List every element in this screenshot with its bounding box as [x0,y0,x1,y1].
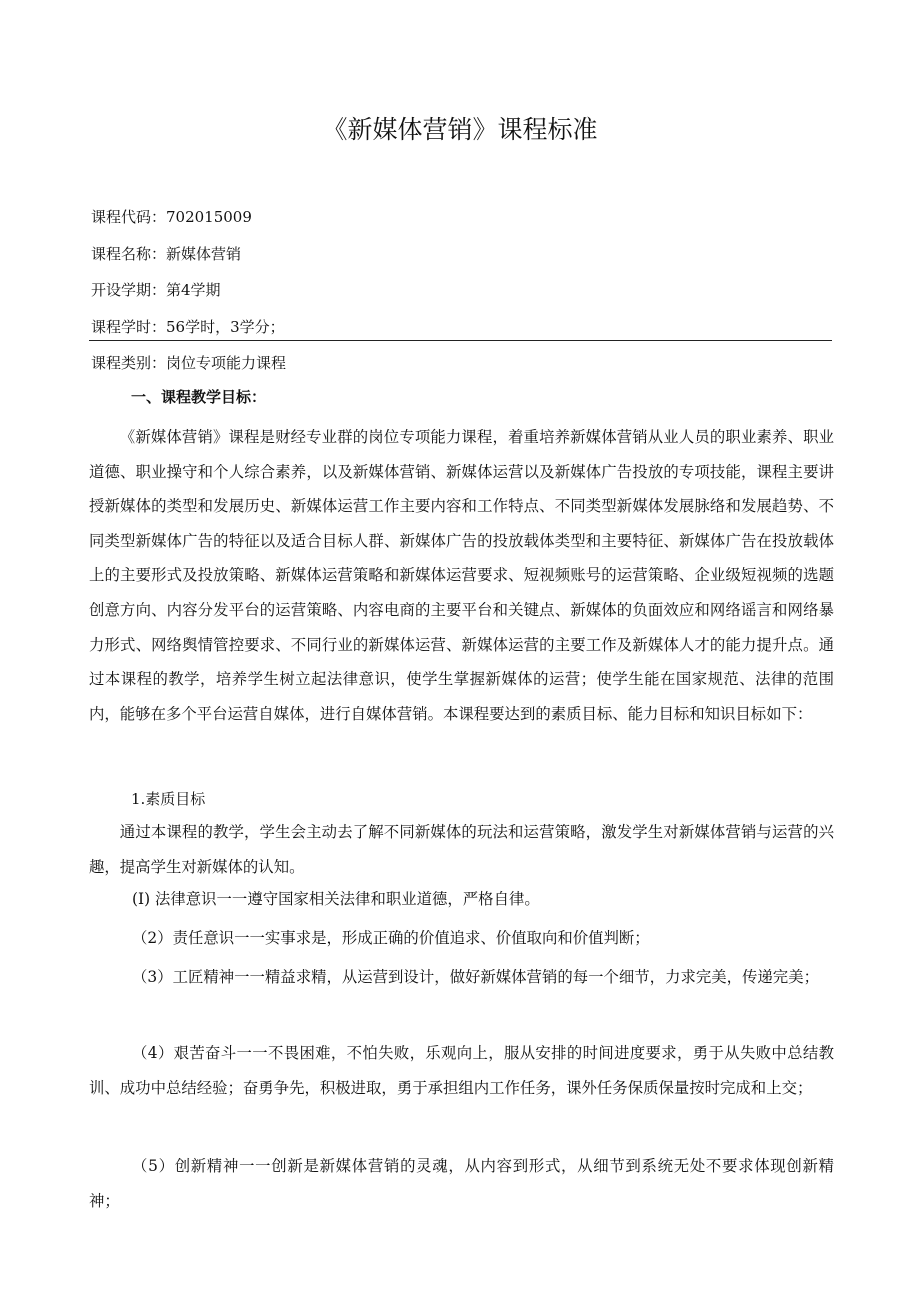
quality-item-3: （3）工匠精神一一精益求精，从运营到设计，做好新媒体营销的每一个细节，力求完美，传递完美； [132,968,819,986]
subsection-heading-quality: 1.素质目标 [131,790,206,808]
quality-item-1: (I) 法律意识一一遵守国家相关法律和职业道德，严格自律。 [132,890,540,908]
quality-item-2: （2）责任意识一一实事求是，形成正确的价值追求、价值取向和价值判断； [132,929,650,947]
course-term: 开设学期：第4学期 [91,281,221,299]
document-title: 《新媒体营销》课程标准 [322,115,598,144]
quality-item-4: （4）艰苦奋斗一一不畏困难，不怕失败，乐观向上，服从安排的时间进度要求，勇于从失败中总结教训、成功中总结经验；奋勇争先，积极进取，勇于承担组内工作任务，课外任务保质保量按时完成和上交； [89,1044,834,1097]
course-hours: 课程学时：56学时，3学分； [91,318,285,336]
section-heading-objectives: 一、课程教学目标： [131,388,267,406]
course-name: 课程名称：新媒体营销 [91,245,242,263]
intro-paragraph: 《新媒体营销》课程是财经专业群的岗位专项能力课程，着重培养新媒体营销从业人员的职业素养、职业道德、职业操守和个人综合素养，以及新媒体营销、新媒体运营以及新媒体广告投放的专项技能，课程主要讲授新媒体的类型和发展历史、新媒体运营工作主要内容和工作特点、不同类型新媒体发展脉络和发展趋势、不同类型新媒体广告的特征以及适合目标人群、新媒体广告的投放载体类型和主要特征、新媒体广告在投放载体上的主要形式及投放策略、新媒体运营策略和新媒体运营要求、短视频账号的运营策略、企业级短视频的选题创意方向、内容分发平台的运营策略、内容电商的主要平台和关键点、新媒体的负面效应和网络谣言和网络暴力形式、网络舆情管控要求、不同行业的新媒体运营、新媒体运营的主要工作及新媒体人才的能力提升点。通过本课程的教学，培养学生树立起法律意识，使学生掌握新媒体的运营；使学生能在国家规范、法律的范围内，能够在多个平台运营自媒体，进行自媒体营销。本课程要达到的素质目标、能力目标和知识目标如下： [89,428,834,723]
header-divider [89,340,832,341]
quality-item-5: （5）创新精神一一创新是新媒体营销的灵魂，从内容到形式，从细节到系统无处不要求体现创新精神； [89,1157,834,1210]
quality-intro-paragraph: 通过本课程的教学，学生会主动去了解不同新媒体的玩法和运营策略，激发学生对新媒体营销与运营的兴趣，提高学生对新媒体的认知。 [89,823,834,876]
course-type: 课程类别：岗位专项能力课程 [91,354,287,372]
course-code: 课程代码：702015009 [91,208,252,226]
